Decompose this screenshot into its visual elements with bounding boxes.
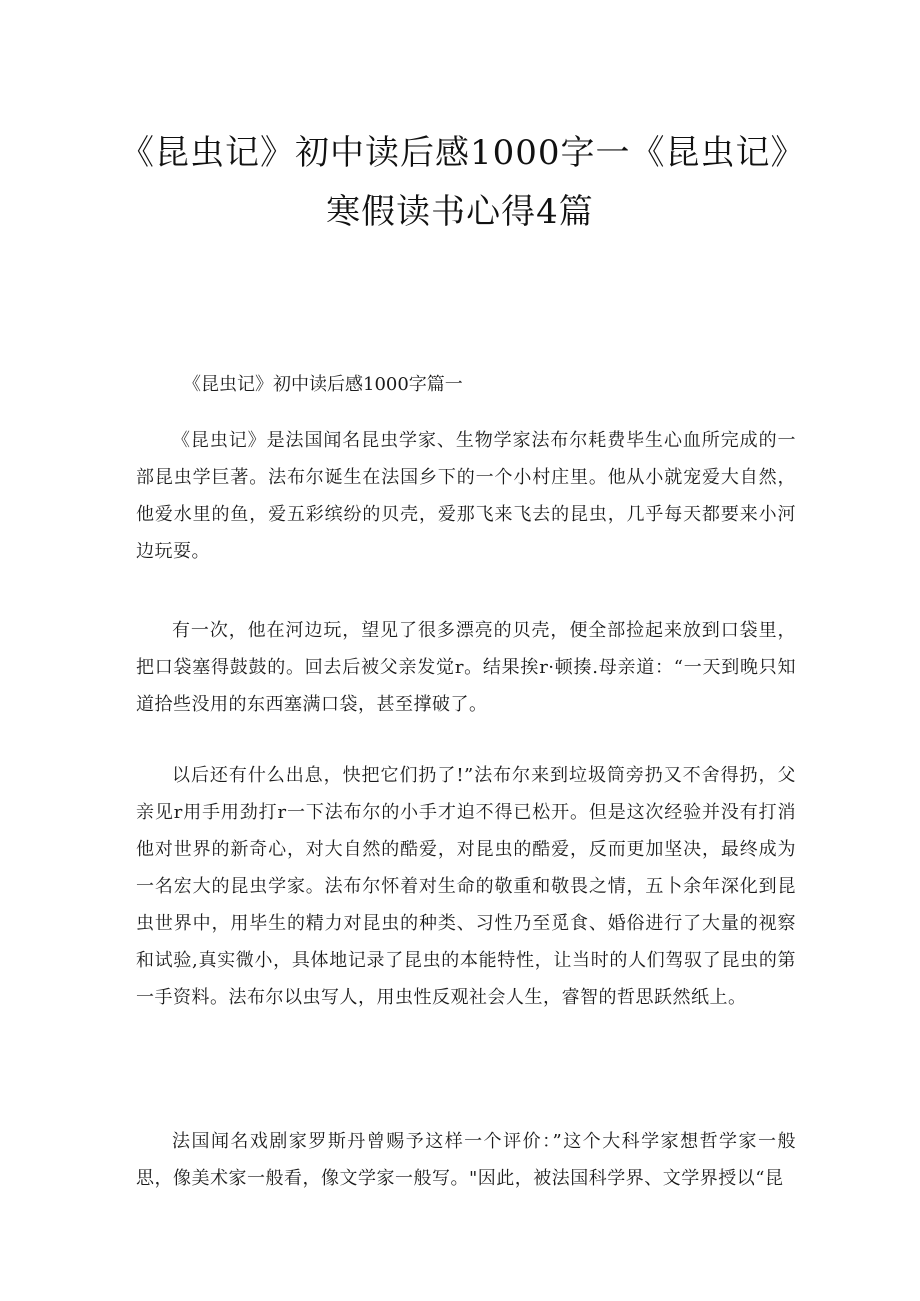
body-paragraph-4: 法国闻名戏剧家罗斯丹曾赐予这样一个评价：”这个大科学家想哲学家一般思，像美术家一般看，像文学家一般写。"因此，被法国科学界、文学界授以“昆 xyxy=(136,1131,796,1189)
body-paragraph-3: 以后还有什么出息，快把它们扔了!”法布尔来到垃圾筒旁扔又不舍得扔，父亲见r用手用劲打r一下法布尔的小手才迫不得已松开。但是这次经验并没有打消他对世界的新奇心，对大自然的酷爱，对昆虫的酷爱，反而更加坚决，最终成为一名宏大的昆虫学家。法布尔怀着对生命的敬重和敬畏之情，五卜余年深化到昆虫世界中，用毕生的精力对昆虫的种类、习性乃至觅食、婚俗进行了大量的视察和试验,真实微小，具体地记录了昆虫的本能特性，让当时的人们驾驭了昆虫的第一手资料。法布尔以虫写人，用虫性反观社会人生，睿智的哲思跃然纸上。 xyxy=(136,765,796,1008)
body-paragraph-1: 《昆虫记》是法国闻名昆虫学家、生物学家法布尔耗费毕生心血所完成的一部昆虫学巨著。法布尔诞生在法国乡下的一个小村庄里。他从小就宠爱大自然，他爱水里的鱼，爱五彩缤纷的贝壳，爱那飞来飞去的昆虫，几乎每天都要来小河边玩耍。 xyxy=(136,430,796,562)
section-heading: 《昆虫记》初中读后感1000字篇一 xyxy=(183,374,463,395)
document-title-line-2: 寒假读书心得4篇 xyxy=(326,192,594,232)
body-paragraph-2: 有一次，他在河边玩，望见了很多漂亮的贝壳，便全部捡起来放到口袋里，把口袋塞得鼓鼓的。回去后被父亲发觉r。结果挨r·顿揍.母亲道：“一天到晚只知道拾些没用的东西塞满口袋，甚至撑破了。 xyxy=(136,620,796,715)
document-title-line-1: 《昆虫记》初中读后感1000字一《昆虫记》 xyxy=(120,133,806,173)
